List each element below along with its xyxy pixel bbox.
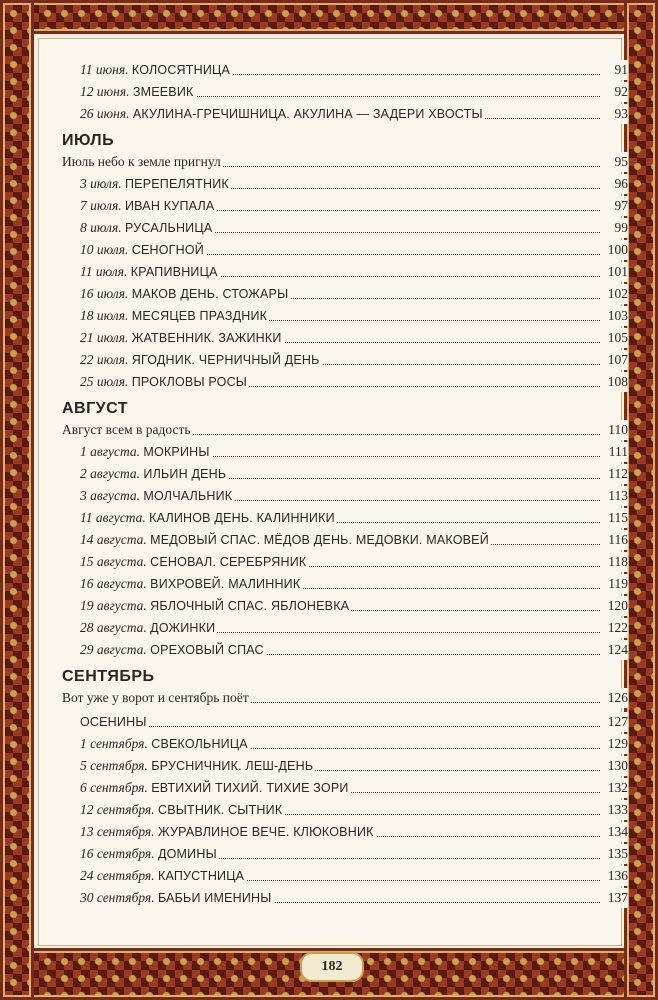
entry-date: 5 сентября. [80,758,148,773]
toc-intro[interactable] [62,688,628,708]
entry-date: 11 августа. [80,510,146,525]
entry-title: ПРОКЛОВЫ РОСЫ [131,375,248,389]
toc-entry[interactable] [62,888,628,908]
entry-title: МАКОВ ДЕНЬ. СТОЖАРЫ [131,287,289,301]
page-ref: 119 [606,574,628,594]
entry-date: 12 сентября. [80,802,155,817]
entry-title: ЗМЕЕВИК [132,85,194,99]
entry-date: 16 сентября. [80,846,155,861]
ornament-border-left [0,0,34,1000]
entry-title: МОЛЧАЛЬНИК [143,489,233,503]
ornament-border-top [0,0,658,34]
entry-date: 10 июля. [80,242,129,257]
toc-entry[interactable] [62,372,628,392]
entry-text: Август всем в радость [62,420,193,440]
toc-entry[interactable] [62,104,628,124]
toc-entry[interactable] [62,442,628,462]
entry-title: СЕНОГНОЙ [131,243,204,257]
page-ref: 127 [606,712,628,732]
entry-label [80,640,266,660]
toc-entry[interactable] [62,800,628,820]
entry-date: 26 июня. [80,106,130,121]
entry-date: 22 июля. [80,352,129,367]
entry-title: ЕВТИХИЙ ТИХИЙ. ТИХИЕ ЗОРИ [151,781,349,795]
entry-title: КАЛИНОВ ДЕНЬ. КАЛИННИКИ [149,511,335,525]
ornament-pattern [3,3,655,31]
toc-entry[interactable] [62,284,628,304]
toc-entry[interactable] [62,218,628,238]
entry-label [80,618,217,638]
entry-label [80,800,284,820]
entry-label [80,240,206,260]
toc-entry[interactable] [62,196,628,216]
entry-date: 21 июля. [80,330,129,345]
entry-label [80,486,234,506]
entry-date: 16 июля. [80,286,129,301]
toc-entry[interactable] [62,618,628,638]
toc-entry[interactable] [62,596,628,616]
page-ref: 95 [613,152,629,172]
entry-label [80,844,219,864]
toc-entry[interactable] [62,844,628,864]
page-ref: 136 [606,866,628,886]
entry-label [80,306,269,326]
toc-entry[interactable] [62,712,628,732]
entry-label [80,866,246,886]
entry-title: ДОЖИНКИ [150,621,216,635]
entry-title: АКУЛИНА-ГРЕЧИШНИЦА. АКУЛИНА — ЗАДЕРИ ХВОСТЫ [132,107,483,121]
page-ref: 132 [606,778,628,798]
entry-label [80,218,214,238]
entry-label [80,174,231,194]
page-ref: 100 [606,240,628,260]
entry-label [80,734,250,754]
entry-date: 28 августа. [80,620,147,635]
entry-title: МЕДОВЫЙ СПАС. МЁДОВ ДЕНЬ. МЕДОВКИ. МАКОВЕЙ [150,533,489,547]
toc-entry[interactable] [62,734,628,754]
entry-label [80,104,485,124]
page-ref: 135 [606,844,628,864]
entry-label [80,196,216,216]
entry-title: КРАПИВНИЦА [130,265,218,279]
entry-label [80,284,290,304]
ornament-pattern [3,3,31,997]
entry-label [80,350,322,370]
month-heading: ИЮЛЬ [62,132,115,149]
entry-title: МЕСЯЦЕВ ПРАЗДНИК [131,309,268,323]
entry-date: 30 сентября. [80,890,155,905]
entry-label [80,530,491,550]
entry-text: Июль небо к земле пригнул [62,152,223,172]
entry-date: 11 июня. [80,62,129,77]
toc-entry[interactable] [62,82,628,102]
entry-title: РУСАЛЬНИЦА [124,221,213,235]
page-ref: 130 [606,756,628,776]
page-ref: 129 [606,734,628,754]
entry-label [80,822,376,842]
entry-date: 14 августа. [80,532,147,547]
entry-date: 18 июля. [80,308,129,323]
entry-label [80,888,274,908]
entry-title: ЖАТВЕННИК. ЗАЖИНКИ [131,331,282,345]
page-ref: 99 [613,218,629,238]
toc-entry[interactable] [62,866,628,886]
page-ref: 133 [606,800,628,820]
toc-entry[interactable] [62,756,628,776]
entry-title: ОРЕХОВЫЙ СПАС [150,643,264,657]
toc-entry[interactable] [62,640,628,660]
entry-date: 1 сентября. [80,736,148,751]
page-ref: 110 [606,420,628,440]
page-ref: 137 [606,888,628,908]
toc-entry[interactable] [62,508,628,528]
toc-entry[interactable] [62,778,628,798]
page-ref: 96 [613,174,629,194]
entry-date: 7 июля. [80,198,122,213]
toc-intro[interactable] [62,420,628,440]
page-ref: 124 [606,640,628,660]
toc-entry[interactable] [62,822,628,842]
page-ref: 97 [613,196,629,216]
entry-title: БАБЬИ ИМЕНИНЫ [157,891,272,905]
entry-title: ЯГОДНИК. ЧЕРНИЧНЫЙ ДЕНЬ [131,353,320,367]
entry-title: КОЛОСЯТНИЦА [131,63,231,77]
entry-date: 29 августа. [80,642,147,657]
toc-entry[interactable] [62,574,628,594]
entry-title: СВЕКОЛЬНИЦА [151,737,248,751]
entry-date: 24 сентября. [80,868,155,883]
entry-label [80,372,249,392]
toc-entry[interactable] [62,262,628,282]
entry-title: ИЛЬИН ДЕНЬ [143,467,227,481]
page-ref: 122 [606,618,628,638]
page-ref: 91 [613,60,629,80]
entry-text: Вот уже у ворот и сентябрь поёт [62,688,251,708]
page-ref: 108 [606,372,628,392]
entry-title: ЯБЛОЧНЫЙ СПАС. ЯБЛОНЕВКА [150,599,350,613]
entry-title: ВИХРОВЕЙ. МАЛИННИК [150,577,301,591]
page-ref: 120 [606,596,628,616]
toc-entry[interactable] [62,174,628,194]
entry-title: ЖУРАВЛИНОЕ ВЕЧЕ. КЛЮКОВНИК [157,825,374,839]
entry-label [80,778,351,798]
entry-label [80,574,302,594]
entry-date: 25 июля. [80,374,129,389]
page-ref: 116 [606,530,628,550]
toc-entry[interactable] [62,350,628,370]
entry-label [80,82,196,102]
entry-label [80,756,315,776]
entry-date: 16 августа. [80,576,147,591]
ornament-border-right [624,0,658,1000]
entry-title: СЕНОВАЛ. СЕРЕБРЯНИК [150,555,307,569]
toc-intro[interactable] [62,152,628,172]
page-ref: 115 [606,508,628,528]
entry-label [80,552,308,572]
page-ref: 134 [606,822,628,842]
page-ref: 101 [606,262,628,282]
toc-entry[interactable] [62,240,628,260]
entry-label [80,262,220,282]
month-heading: СЕНТЯБРЬ [62,668,155,685]
month-heading: АВГУСТ [62,400,129,417]
toc-entry[interactable] [62,328,628,348]
entry-title: ИВАН КУПАЛА [124,199,215,213]
entry-date: 3 июля. [80,176,122,191]
entry-date: 8 июля. [80,220,122,235]
toc-entry[interactable] [62,552,628,572]
entry-title: СВЫТНИК. СЫТНИК [157,803,283,817]
entry-date: 3 августа. [80,488,141,503]
page-ref: 113 [606,486,628,506]
entry-label [80,464,228,484]
entry-date: 11 июля. [80,264,128,279]
page-ref: 111 [607,442,628,462]
page-ref: 93 [613,104,629,124]
entry-date: 15 августа. [80,554,147,569]
entry-title: ОСЕНИНЫ [80,715,147,729]
entry-date: 12 июня. [80,84,130,99]
entry-label [80,596,351,616]
ornament-pattern [627,3,655,997]
page-ref: 102 [606,284,628,304]
entry-title: МОКРИНЫ [143,445,210,459]
entry-date: 6 сентября. [80,780,148,795]
toc-entry[interactable] [62,60,628,80]
page-ref: 92 [613,82,629,102]
page-ref: 118 [606,552,628,572]
entry-label [80,328,284,348]
page-ref: 105 [606,328,628,348]
page-ref: 112 [606,464,628,484]
page-ref: 126 [606,688,628,708]
page-number: 182 [300,952,364,982]
toc-entry[interactable] [62,530,628,550]
entry-label [80,712,149,732]
toc-entry[interactable] [62,464,628,484]
entry-title: КАПУСТНИЦА [157,869,245,883]
entry-label [80,60,232,80]
toc-entry[interactable] [62,486,628,506]
entry-date: 1 августа. [80,444,141,459]
entry-date: 13 сентября. [80,824,155,839]
page-ref: 103 [606,306,628,326]
entry-date: 2 августа. [80,466,141,481]
entry-title: ДОМИНЫ [157,847,217,861]
entry-label [80,508,337,528]
toc-entry[interactable] [62,306,628,326]
entry-title: ПЕРЕПЕЛЯТНИК [124,177,229,191]
entry-date: 19 августа. [80,598,147,613]
dot-leader [80,726,600,727]
page-ref: 107 [606,350,628,370]
entry-label [80,442,212,462]
entry-title: БРУСНИЧНИК. ЛЕШ-ДЕНЬ [151,759,314,773]
